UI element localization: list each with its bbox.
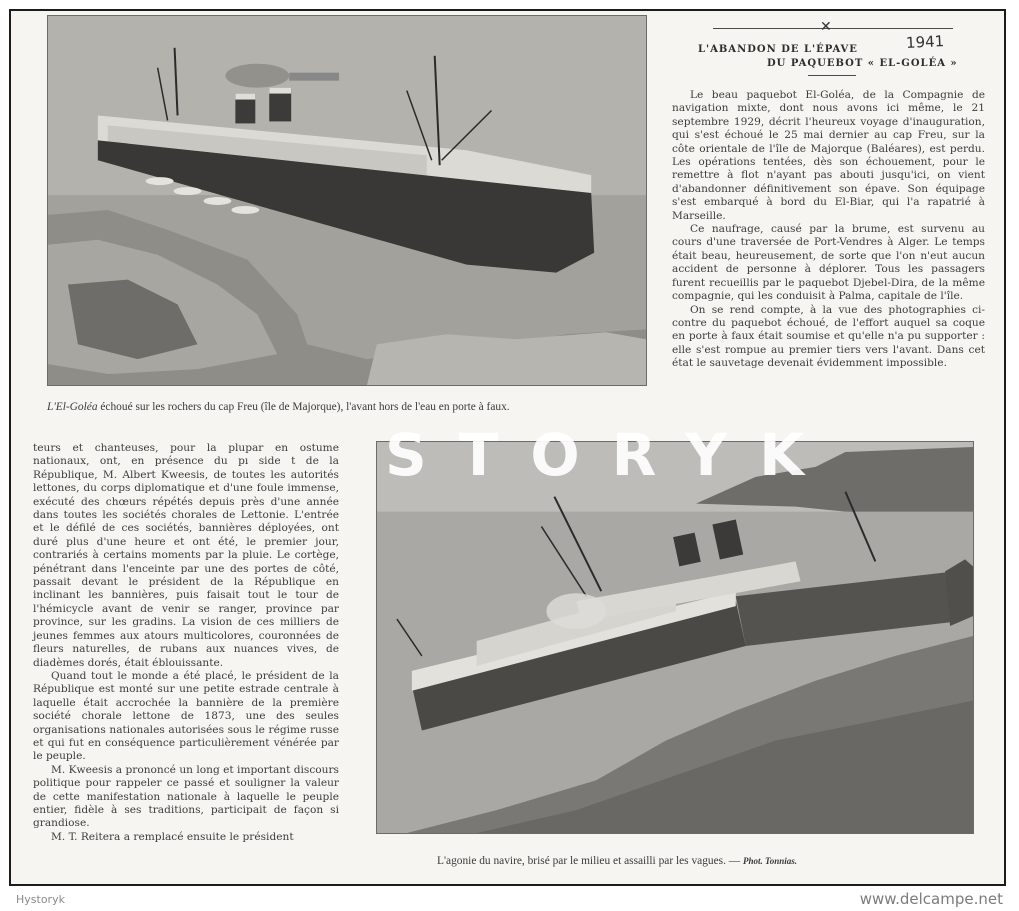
article-body	[672, 89, 985, 371]
ornament-icon: ✕	[820, 19, 832, 35]
left-paragraph: teurs et chanteuses, pour la plupar en ostume nationaux, ont, en présence du pı side t de la République, M. Albert Kweesis, de toutes les autorités lettones, du corps diplomatique et d'une foule immense, exécuté des chœurs répétés depuis près d'une année dans toutes les sociétés chorales de Lettonie. L'entrée et le défilé de ces sociétés, bannières déployées, ont duré plus d'une heure et ont été, le premier jour, contrariés à certains moments par la pluie. Le cortège, pénétrant dans l'enceinte par une des portes de côté, passait devant le président de la République en inclinant les bannières, puis faisait tout le tour de l'hémicycle avant de venir se ranger, province par province, sur les gradins. La vision de ces milliers de jeunes femmes aux atours multicolores, couronnées de fleurs naturelles, de rubans aux nuances vives, de diadèmes dorés, était éblouissante.	[33, 442, 339, 669]
photo-ship-broken-bottom	[376, 441, 974, 834]
article-title-line1: L'ABANDON DE L'ÉPAVE	[698, 44, 858, 55]
article-paragraph: Ce naufrage, causé par la brume, est survenu au cours d'une traversée de Port-Vendres à Alger. Le temps était beau, heureusement, de sorte que l'on n'eut aucun accident de personne à déplorer. Tous les passagers furent recueillis par le paquebot Djebel-Dira, de la même compagnie, qui les conduisit à Palma, capitale de l'île.	[672, 223, 985, 303]
seller-name: Hystoryk	[16, 893, 65, 906]
left-paragraph: M. Kweesis a prononcé un long et important discours politique pour rappeler ce passé et souligner la valeur de cette manifestation nationale à laquelle le peuple entier, fidèle à ses traditions, participait de façon si grandiose.	[33, 763, 339, 830]
decorative-rule	[713, 28, 953, 29]
left-paragraph: Quand tout le monde a été placé, le président de la République est monté sur une petite estrade centrale à laquelle était accrochée la bannière de la première société chorale lettone de 1873, une des seules organisations nationales autorisées sous le régime russe et qui fut en conséquence particulièrement vénérée par le peuple.	[33, 669, 339, 763]
photo-ship-aground-top	[47, 15, 647, 386]
article-paragraph: Le beau paquebot El-Goléa, de la Compagnie de navigation mixte, dont nous avons ici même, le 21 septembre 1929, décrit l'heureux voyage d'inauguration, qui s'est échoué le 25 mai dernier au cap Freu, sur la côte orientale de l'île de Majorque (Baléares), est perdu. Les opérations tentées, dès son échouement, pour le remettre à flot n'ayant pas abouti jusqu'ici, on vient d'abandonner définitivement son épave. Son équipage s'est embarqué à bord du El-Biar, qui l'a rapatrié à Marseille.	[672, 89, 985, 222]
caption-ship-name: L'El-Goléa	[47, 401, 98, 413]
title-underline	[808, 75, 856, 76]
article-paragraph: On se rend compte, à la vue des photographies ci-contre du paquebot échoué, de l'effort auquel sa coque en porte à faux était soumise et qu'elle n'a pu supporter : elle s'est rompue au premier tiers vers l'avant. Dans cet état le sauvetage devenait évidemment impossible.	[672, 303, 985, 370]
ship-aground-illustration	[48, 16, 646, 385]
article-title-line2: DU PAQUEBOT « EL-GOLÉA »	[767, 58, 958, 69]
photo-caption-top	[47, 401, 510, 413]
site-watermark: www.delcampe.net	[859, 890, 1003, 908]
photo-caption-bottom	[437, 855, 797, 867]
photo-credit: Phot. Tonnias.	[743, 856, 797, 866]
left-paragraph: M. T. Reitera a remplacé ensuite le président	[51, 830, 294, 843]
caption-text: échoué sur les rochers du cap Freu (île de Majorque), l'avant hors de l'eau en porte à faux.	[97, 401, 510, 413]
year-annotation: 1941	[905, 32, 945, 52]
left-column-text	[33, 442, 339, 844]
caption-text: L'agonie du navire, brisé par le milieu et assailli par les vagues. —	[437, 855, 744, 867]
watermark: STORYK	[385, 421, 837, 489]
ship-wreck-illustration	[377, 442, 973, 833]
